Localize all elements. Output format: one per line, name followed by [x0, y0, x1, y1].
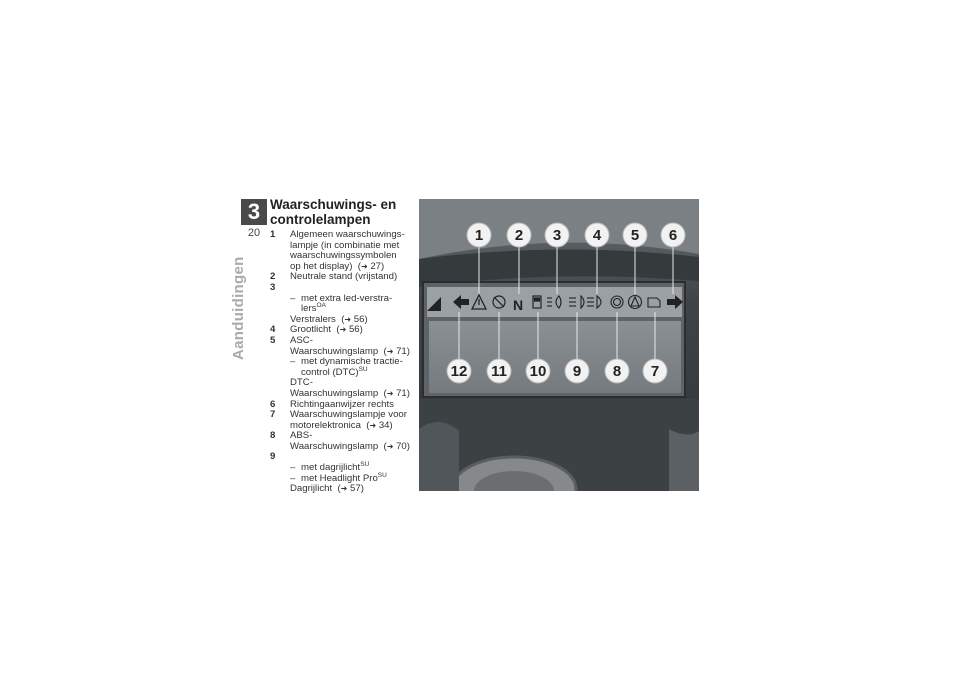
item-number: 2 — [270, 271, 276, 283]
callout-number: 8 — [612, 363, 622, 380]
item-number: 6 — [270, 398, 276, 410]
condition-line-text: lers — [301, 303, 317, 315]
item-line — [290, 431, 412, 452]
item-line-text: lampje (in combinatie met — [290, 239, 400, 251]
condition-line — [301, 365, 412, 379]
page-reference[interactable]: (➜ 70) — [378, 440, 410, 452]
callout-number: 1 — [474, 227, 484, 244]
dash-marker: – — [290, 356, 296, 368]
instrument-cluster-figure — [419, 199, 699, 491]
page-reference-number[interactable]: 34 — [378, 419, 390, 431]
page-reference[interactable]: (➜ 27) — [352, 260, 385, 272]
item-number: 5 — [270, 334, 276, 346]
callout-number: 7 — [650, 363, 660, 380]
callout-number: 3 — [552, 227, 562, 244]
item-text — [290, 336, 412, 357]
lcd-panel — [429, 321, 681, 393]
item-continuation: DTC-Waarschuwingslamp (➜ 71) — [290, 377, 410, 399]
section-heading — [270, 197, 410, 227]
arrow-right-icon: ➜ — [369, 420, 377, 430]
indicator-list-item — [270, 431, 412, 452]
dash-marker: – — [290, 472, 296, 484]
page-reference[interactable]: (➜ 34) — [360, 419, 393, 431]
item-line-text: Grootlicht — [290, 324, 332, 336]
equipment-code: SU — [358, 365, 368, 373]
callout-number: 12 — [450, 363, 468, 380]
condition-line-text: met dagrijlicht — [301, 462, 361, 474]
item-line-text: op het display) — [290, 260, 353, 272]
page-reference-number[interactable]: 56 — [353, 313, 365, 325]
dash-marker: – — [290, 462, 296, 474]
arrow-right-icon: ➜ — [360, 261, 368, 271]
item-line — [290, 272, 412, 283]
equipment-code: OA — [316, 301, 326, 309]
item-number: 1 — [270, 229, 276, 240]
handlebar-right — [669, 429, 699, 491]
page-reference-number[interactable]: 27 — [370, 260, 381, 272]
item-line-text: Richtingaanwijzer rechts — [290, 398, 394, 410]
item-line-text: motorelektronica — [290, 419, 361, 431]
callout-number: 2 — [514, 227, 524, 244]
page-reference-number[interactable]: 70 — [396, 440, 407, 452]
arrow-right-icon: ➜ — [386, 346, 394, 356]
page-reference[interactable]: (➜ 56) — [331, 324, 363, 336]
item-text — [290, 431, 412, 452]
item-text — [290, 272, 412, 283]
callout-number: 6 — [668, 227, 678, 244]
item-number: 7 — [270, 409, 276, 421]
item-number: 9 — [270, 451, 276, 463]
item-text — [290, 410, 412, 431]
arrow-right-icon: ➜ — [339, 325, 347, 335]
callout-number: 10 — [529, 363, 547, 380]
item-condition — [290, 294, 412, 315]
page-reference-number[interactable]: 71 — [396, 345, 407, 357]
callout-number: 9 — [572, 363, 582, 380]
indicator-list-item — [270, 410, 412, 431]
heading-line-2: controlelampen — [270, 212, 371, 227]
callout-number: 5 — [630, 227, 640, 244]
item-line-text: ABS-Waarschuwingslamp — [290, 430, 379, 452]
dash-marker: – — [290, 292, 296, 304]
page-number: 20 — [247, 227, 261, 239]
callout-number: 11 — [491, 363, 507, 380]
handlebar-left — [419, 422, 459, 491]
heading-line-1: Waarschuwings- en — [270, 197, 397, 212]
equipment-code: SU — [377, 471, 387, 479]
condition-text — [301, 357, 412, 378]
continuation-text: DTC-Waarschuwingslamp — [290, 377, 379, 399]
condition-text — [301, 294, 412, 315]
arrow-right-icon: ➜ — [386, 441, 394, 451]
item-continuation: Verstralers (➜ 56) — [290, 313, 368, 325]
arrow-right-icon: ➜ — [340, 484, 348, 494]
indicator-list-item — [270, 272, 412, 283]
arrow-right-icon: ➜ — [386, 388, 394, 398]
item-number: 3 — [270, 281, 276, 293]
indicator-list — [270, 230, 412, 495]
item-text — [290, 230, 412, 272]
condition-line-text: met extra led-verstra- — [301, 292, 393, 304]
chapter-side-title: Aanduidingen — [230, 256, 247, 360]
item-line-text: Neutrale stand (vrijstand) — [290, 271, 398, 283]
arrow-right-icon: ➜ — [344, 314, 352, 324]
indicator-list-item — [270, 230, 412, 272]
page-reference-number[interactable]: 56 — [348, 324, 360, 336]
continuation-text: Verstralers — [290, 313, 336, 325]
indicator-list-item — [270, 336, 412, 357]
chapter-number: 3 — [241, 199, 267, 225]
page-reference[interactable]: (➜ 71) — [378, 345, 410, 357]
neutral-icon: N — [513, 297, 524, 313]
item-line-text: ASC-Waarschuwingslamp — [290, 334, 379, 357]
condition-line-text: met Headlight Pro — [301, 472, 378, 484]
equipment-code: SU — [360, 460, 370, 468]
item-line-text: Algemeen waarschuwings- — [290, 229, 405, 240]
item-line — [290, 336, 412, 357]
condition-line-text: control (DTC) — [301, 366, 359, 378]
continuation-text: Dagrijlicht — [290, 483, 333, 495]
item-continuation: Dagrijlicht (➜ 57) — [290, 483, 364, 495]
callout-number: 4 — [592, 227, 602, 244]
item-number: 8 — [270, 430, 276, 442]
item-number: 4 — [270, 324, 276, 336]
item-line-text: waarschuwingssymbolen — [290, 250, 397, 262]
page-reference-number[interactable]: 57 — [350, 483, 361, 495]
condition-line-text: met dynamische tractie- — [301, 356, 403, 368]
page-reference-number[interactable]: 71 — [396, 387, 407, 399]
item-line-text: Waarschuwingslampje voor — [290, 409, 407, 421]
item-condition — [290, 357, 412, 378]
